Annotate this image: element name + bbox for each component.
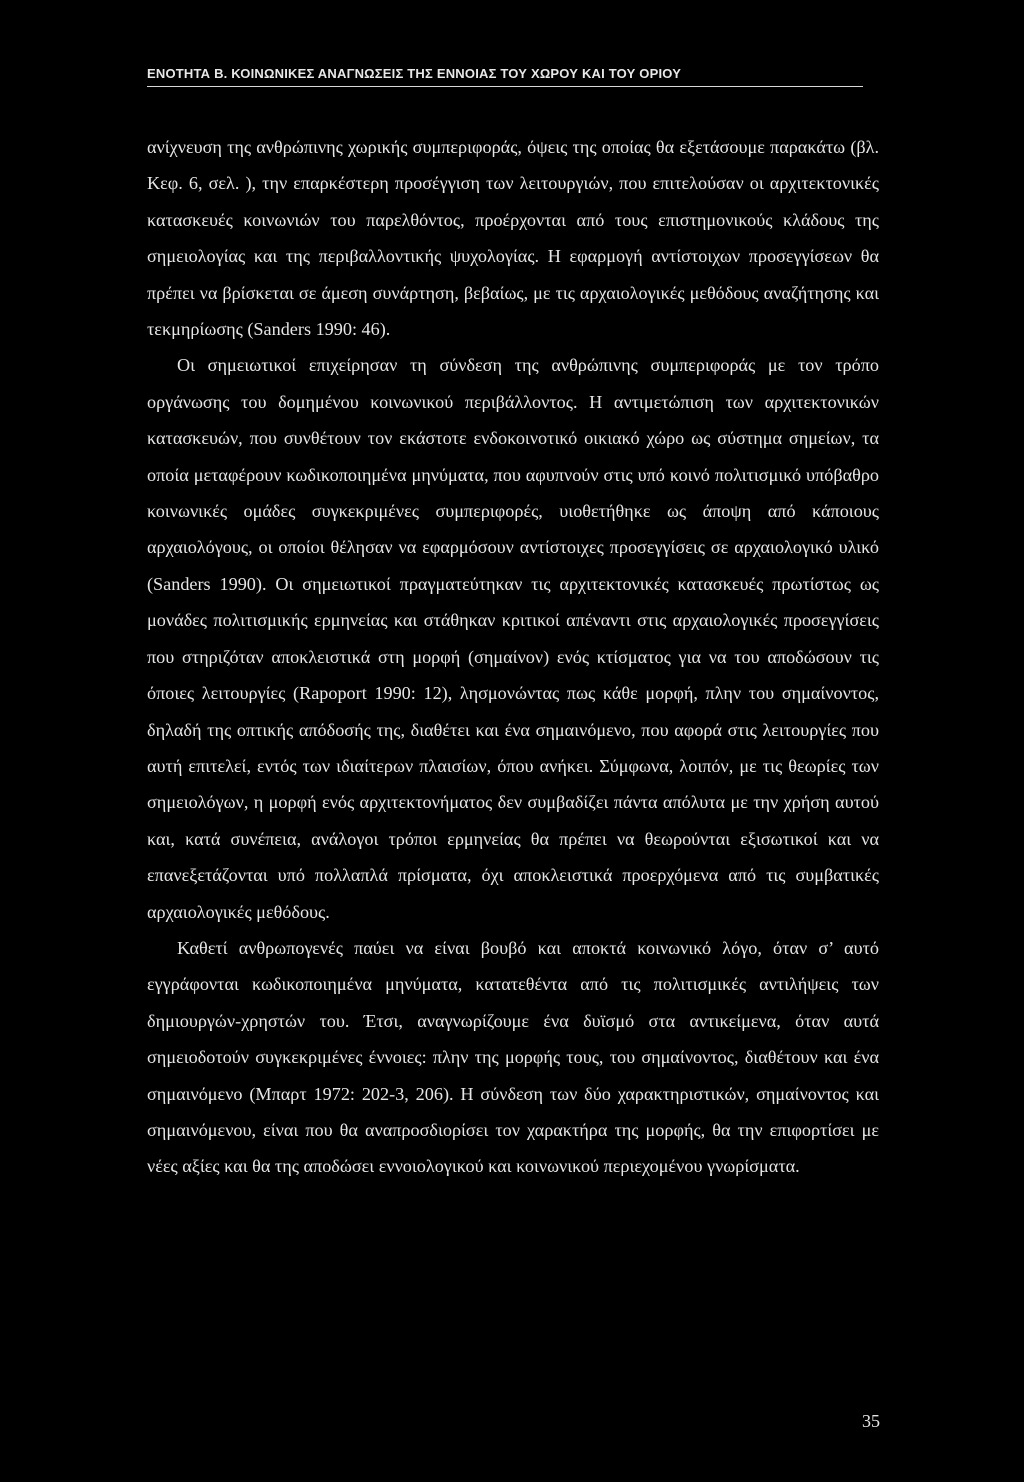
page-number: 35 (862, 1411, 880, 1431)
header-rule (147, 86, 863, 87)
running-header: ΕΝΟΤΗΤΑ Β. ΚΟΙΝΩΝΙΚΕΣ ΑΝΑΓΝΩΣΕΙΣ ΤΗΣ ΕΝΝΟΙΑΣ ΤΟΥ ΧΩΡΟΥ ΚΑΙ ΤΟΥ ΟΡΙΟΥ (147, 66, 682, 81)
body-text (147, 129, 879, 1185)
paragraph-3: Καθετί ανθρωπογενές παύει να είναι βουβό και αποκτά κοινωνικό λόγο, όταν σ’ αυτό εγγράφονται κωδικοποιημένα μηνύματα, κατατεθέντα από τις πολιτισμικές αντιλήψεις των δημιουργών-χρηστών του. Έτσι, αναγνωρίζουμε ένα δυϊσμό στα αντικείμενα, όταν αυτά σημειοδοτούν συγκεκριμένες έννοιες: πλην της μορφής τους, του σημαίνοντος, διαθέτουν και ένα σημαινόμενο (Μπαρτ 1972: 202-3, 206). Η σύνδεση των δύο χαρακτηριστικών, σημαίνοντος και σημαινόμενου, είναι που θα αναπροσδιορίσει τον χαρακτήρα της μορφής, θα την επιφορτίσει με νέες αξίες και θα της αποδώσει εννοιολογικού και κοινωνικού περιεχομένου γνωρίσματα. (147, 937, 879, 1177)
paragraph-1: ανίχνευση της ανθρώπινης χωρικής συμπεριφοράς, όψεις της οποίας θα εξετάσουμε παρακάτω (βλ. Κεφ. 6, σελ. ), την επαρκέστερη προσέγγιση των λειτουργιών, που επιτελούσαν οι αρχιτεκτονικές κατασκευές κοινωνιών του παρελθόντος, προέρχονται από τους επιστημονικούς κλάδους της σημειολογίας και της περιβαλλοντικής ψυχολογίας. Η εφαρμογή αντίστοιχων προσεγγίσεων θα πρέπει να βρίσκεται σε άμεση συνάρτηση, βεβαίως, με τις αρχαιολογικές μεθόδους αναζήτησης και τεκμηρίωσης (Sanders 1990: 46). (147, 137, 879, 340)
paragraph-2: Οι σημειωτικοί επιχείρησαν τη σύνδεση της ανθρώπινης συμπεριφοράς με τον τρόπο οργάνωσης του δομημένου κοινωνικού περιβάλλοντος. Η αντιμετώπιση των αρχιτεκτονικών κατασκευών, που συνθέτουν τον εκάστοτε ενδοκοινοτικό οικιακό χώρο ως σύστημα σημείων, τα οποία μεταφέρουν κωδικοποιημένα μηνύματα, που αφυπνούν στις υπό κοινό πολιτισμικό υπόβαθρο κοινωνικές ομάδες συγκεκριμένες συμπεριφορές, υιοθετήθηκε ως άποψη από κάποιους αρχαιολόγους, οι οποίοι θέλησαν να εφαρμόσουν αντίστοιχες προσεγγίσεις σε αρχαιολογικό υλικό (Sanders 1990). Οι σημειωτικοί πραγματεύτηκαν τις αρχιτεκτονικές κατασκευές πρωτίστως ως μονάδες πολιτισμικής ερμηνείας και στάθηκαν κριτικοί απέναντι στις αρχαιολογικές προσεγγίσεις που στηριζόταν αποκλειστικά στη μορφή (σημαίνον) ενός κτίσματος για να του αποδώσουν τις όποιες λειτουργίες (Rapoport 1990: 12), λησμονώντας πως κάθε μορφή, πλην του σημαίνοντος, δηλαδή της οπτικής απόδοσής της, διαθέτει και ένα σημαινόμενο, που αφορά στις λειτουργίες που αυτή επιτελεί, εντός των ιδιαίτερων πλαισίων, όπου ανήκει. Σύμφωνα, λοιπόν, με τις θεωρίες των σημειολόγων, η μορφή ενός αρχιτεκτονήματος δεν συμβαδίζει πάντα απόλυτα με την χρήση αυτού και, κατά συνέπεια, ανάλογοι τρόποι ερμηνείας θα πρέπει να θεωρούνται εξισωτικοί και να επανεξετάζονται υπό πολλαπλά πρίσματα, όχι αποκλειστικά προερχόμενα από τις συμβατικές αρχαιολογικές μεθόδους. (147, 355, 879, 922)
